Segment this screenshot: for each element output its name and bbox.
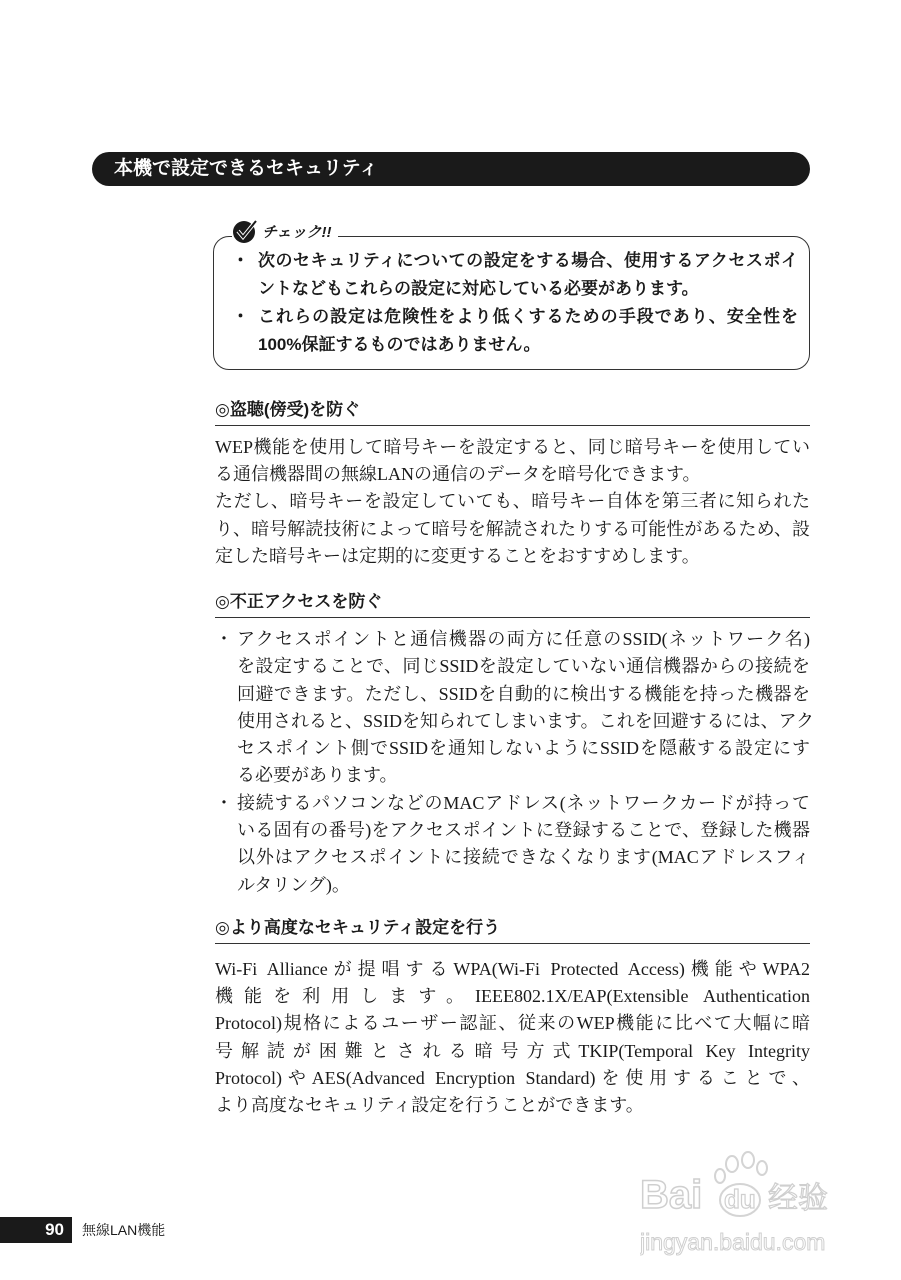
text-line: 機能を利用します。IEEE802.1X/EAP(Extensible Authentication xyxy=(215,986,810,1007)
section-heading: ◎不正アクセスを防ぐ xyxy=(215,590,810,618)
section-heading: ◎盗聴(傍受)を防ぐ xyxy=(215,398,810,426)
paragraph xyxy=(215,434,810,570)
bullet-list xyxy=(215,626,815,899)
section-title-bar xyxy=(92,152,810,186)
text-line: アクセスポイントと通信機器の両方に任意のSSID(ネットワーク名) xyxy=(237,629,810,649)
checkmark-icon xyxy=(232,218,258,244)
text-line: 定した暗号キーは定期的に変更することをおすすめします。 xyxy=(215,545,700,566)
check-label-text: チェック!! xyxy=(262,223,332,241)
text-line: る必要があります。 xyxy=(237,765,398,786)
text-line: 回避できます。ただし、SSIDを自動的に検出する機能を持った機器を xyxy=(237,683,810,704)
text-line: これらの設定は危険性をより低くするための手段であり、安全性を xyxy=(258,307,798,326)
text-line: る通信機器間の無線LANの通信のデータを暗号化できます。 xyxy=(215,464,701,485)
text-line: WEP機能を使用して暗号キーを設定すると、同じ暗号キーを使用してい xyxy=(215,437,810,457)
svg-text:经验: 经验 xyxy=(768,1181,828,1216)
text-line: を設定することで、同じSSIDを設定していない通信機器からの接続を xyxy=(237,656,810,677)
text-line: より高度なセキュリティ設定を行うことができます。 xyxy=(215,1095,644,1116)
svg-text:du: du xyxy=(724,1184,756,1214)
chapter-title: 無線LAN機能 xyxy=(82,1222,166,1238)
bullet: ・ xyxy=(232,307,249,326)
paragraph xyxy=(215,956,810,1119)
bullet-item xyxy=(215,790,810,899)
bullet: ・ xyxy=(232,251,249,270)
bullet: ・ xyxy=(215,629,233,649)
baidu-watermark-logo xyxy=(640,1150,860,1260)
text-line: 号解読が困難とされる暗号方式TKIP(Temporal Key Integrity xyxy=(215,1040,810,1061)
text-line: 次のセキュリティについての設定をする場合、使用するアクセスポイ xyxy=(258,251,798,270)
check-label xyxy=(232,218,338,244)
text-line: 100%保証するものではありません。 xyxy=(258,335,541,354)
check-note-box xyxy=(213,236,810,370)
svg-text:Bai: Bai xyxy=(640,1173,703,1217)
text-line: Protocol)やAES(Advanced Encryption Standard)を使用することで、 xyxy=(215,1067,810,1088)
bullet: ・ xyxy=(215,792,233,813)
bullet-item xyxy=(215,626,815,790)
text-line: 接続するパソコンなどのMACアドレス(ネットワークカードが持って xyxy=(237,792,810,813)
text-line: 使用されると、SSIDを知られてしまいます。これを回避するには、アク xyxy=(237,710,815,731)
text-line: ントなどもこれらの設定に対応している必要があります。 xyxy=(258,279,699,298)
text-line: り、暗号解読技術によって暗号を解読されたりする可能性があるため、設 xyxy=(215,518,810,539)
text-line: Wi-Fi Allianceが提唱するWPA(Wi-Fi Protected Access)機能やWPA2 xyxy=(215,959,810,979)
section-title: 本機で設定できるセキュリティ xyxy=(114,158,379,179)
text-line: いる固有の番号)をアクセスポイントに登録することで、登録した機器 xyxy=(237,820,810,841)
text-line: Protocol)規格によるユーザー認証、従来のWEP機能に比べて大幅に暗 xyxy=(215,1013,810,1034)
text-line: 以外はアクセスポイントに接続できなくなります(MACアドレスフィ xyxy=(237,847,810,868)
text-line: セスポイント側でSSIDを通知しないようにSSIDを隠蔽する設定にす xyxy=(237,738,810,759)
page-number: 90 xyxy=(0,1217,72,1243)
text-line: ルタリング)。 xyxy=(237,874,350,895)
section-heading: ◎より高度なセキュリティ設定を行う xyxy=(215,916,810,944)
svg-text:jingyan.baidu.com: jingyan.baidu.com xyxy=(640,1229,826,1255)
text-line: ただし、暗号キーを設定していても、暗号キー自体を第三者に知られた xyxy=(215,491,810,512)
